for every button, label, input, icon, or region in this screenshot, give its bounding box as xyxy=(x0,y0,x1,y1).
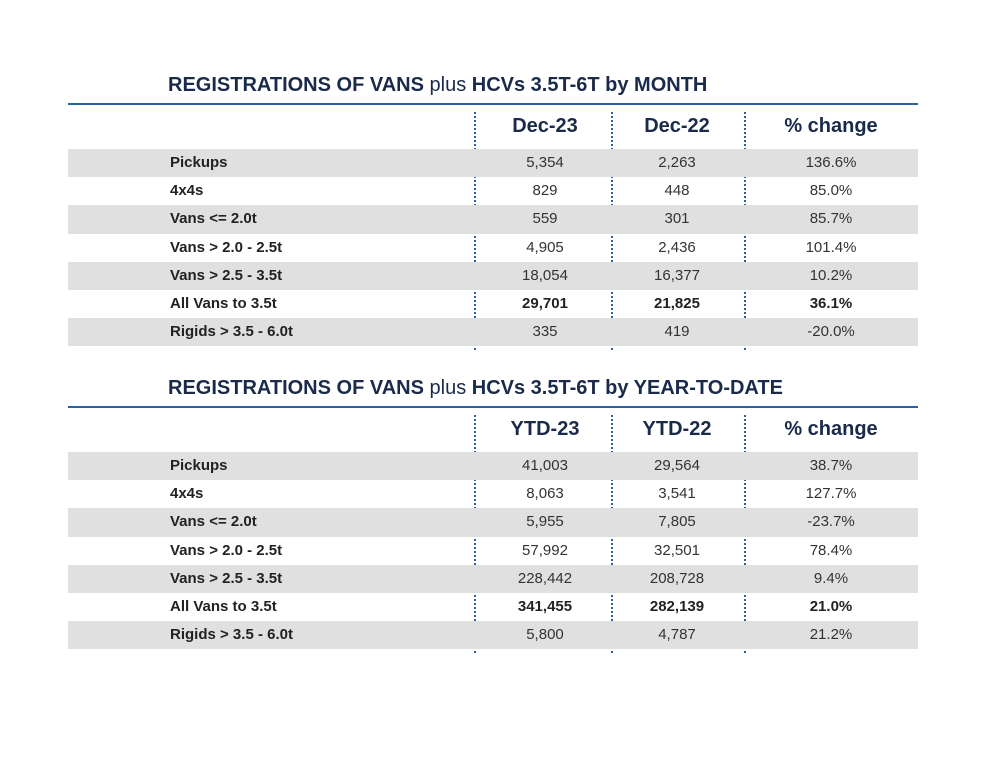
title-underline xyxy=(68,103,918,105)
row-label: 4x4s xyxy=(170,182,204,200)
table-row xyxy=(68,565,918,593)
table-row xyxy=(68,452,918,480)
value-previous: 7,805 xyxy=(658,513,696,531)
column-header-pct-change: % change xyxy=(784,418,878,440)
title-underline xyxy=(68,406,918,408)
value-pct-change: 9.4% xyxy=(813,569,849,587)
title-part1: REGISTRATIONS OF VANS xyxy=(168,377,424,399)
value-pct-change: 36.1% xyxy=(809,294,853,312)
value-previous: 16,377 xyxy=(654,266,700,284)
ytd-table-body xyxy=(68,452,918,649)
value-pct-change: 85.7% xyxy=(809,210,853,228)
value-current: 57,992 xyxy=(522,541,568,559)
value-previous: 419 xyxy=(664,323,690,341)
value-current: 8,063 xyxy=(526,485,564,503)
column-header-ytd-22: YTD-22 xyxy=(642,418,712,440)
value-pct-change: 127.7% xyxy=(805,485,857,503)
table-row xyxy=(68,621,918,649)
row-label: Rigids > 3.5 - 6.0t xyxy=(170,626,293,644)
row-label: Pickups xyxy=(170,457,228,474)
title-part1: REGISTRATIONS OF VANS xyxy=(168,74,424,96)
table-row xyxy=(68,480,918,508)
column-header-pct-change: % change xyxy=(784,115,878,137)
title-plus: plus xyxy=(429,74,467,96)
value-previous: 4,787 xyxy=(658,626,696,644)
value-previous: 282,139 xyxy=(649,597,705,615)
value-current: 559 xyxy=(532,210,558,228)
value-current: 29,701 xyxy=(522,294,568,312)
table-row xyxy=(68,508,918,536)
value-previous: 208,728 xyxy=(649,569,705,587)
value-current: 5,354 xyxy=(526,154,564,171)
row-label: Vans > 2.5 - 3.5t xyxy=(170,569,283,587)
value-previous: 2,263 xyxy=(658,154,696,171)
value-current: 41,003 xyxy=(522,457,568,474)
value-previous: 21,825 xyxy=(654,294,700,312)
value-pct-change: 38.7% xyxy=(809,457,853,474)
row-label: Vans <= 2.0t xyxy=(170,513,257,531)
value-previous: 448 xyxy=(664,182,690,200)
monthly-table-body xyxy=(68,149,918,346)
table-row xyxy=(68,149,918,177)
value-current: 5,955 xyxy=(526,513,564,531)
column-header-ytd-23: YTD-23 xyxy=(510,418,580,440)
ytd-table-title xyxy=(168,373,783,403)
value-pct-change: 101.4% xyxy=(805,238,857,256)
table-row xyxy=(68,262,918,290)
table-row-total xyxy=(68,593,918,621)
row-label: 4x4s xyxy=(170,485,204,503)
row-label: Vans > 2.0 - 2.5t xyxy=(170,238,283,256)
title-part2: HCVs 3.5T-6T by YEAR-TO-DATE xyxy=(471,377,783,399)
row-label: Vans <= 2.0t xyxy=(170,210,257,228)
value-previous: 3,541 xyxy=(658,485,696,503)
ytd-table-header xyxy=(68,412,918,446)
row-label: Vans > 2.0 - 2.5t xyxy=(170,541,283,559)
value-previous: 2,436 xyxy=(658,238,696,256)
value-pct-change: 10.2% xyxy=(809,266,853,284)
column-header-dec-22: Dec-22 xyxy=(644,115,710,137)
column-header-dec-23: Dec-23 xyxy=(512,115,578,137)
value-current: 228,442 xyxy=(517,569,573,587)
table-row xyxy=(68,205,918,233)
value-current: 341,455 xyxy=(517,597,573,615)
value-pct-change: 136.6% xyxy=(805,154,857,171)
value-pct-change: 78.4% xyxy=(809,541,853,559)
monthly-table-header xyxy=(68,109,918,143)
row-label: All Vans to 3.5t xyxy=(170,597,277,615)
value-current: 18,054 xyxy=(522,266,568,284)
title-part2: HCVs 3.5T-6T by MONTH xyxy=(471,74,708,96)
value-pct-change: -20.0% xyxy=(807,323,855,341)
value-previous: 32,501 xyxy=(654,541,700,559)
table-row xyxy=(68,318,918,346)
table-row xyxy=(68,177,918,205)
value-previous: 301 xyxy=(664,210,690,228)
value-current: 4,905 xyxy=(526,238,564,256)
row-label: Vans > 2.5 - 3.5t xyxy=(170,266,283,284)
monthly-table-title xyxy=(168,70,707,100)
value-pct-change: -23.7% xyxy=(807,513,855,531)
value-current: 5,800 xyxy=(526,626,564,644)
value-current: 829 xyxy=(532,182,558,200)
value-pct-change: 21.0% xyxy=(809,597,853,615)
value-previous: 29,564 xyxy=(654,457,700,474)
table-row xyxy=(68,537,918,565)
title-plus: plus xyxy=(429,377,467,399)
value-current: 335 xyxy=(532,323,558,341)
row-label: Rigids > 3.5 - 6.0t xyxy=(170,323,293,341)
table-row-total xyxy=(68,290,918,318)
value-pct-change: 21.2% xyxy=(809,626,853,644)
value-pct-change: 85.0% xyxy=(809,182,853,200)
table-row xyxy=(68,234,918,262)
row-label: All Vans to 3.5t xyxy=(170,294,277,312)
row-label: Pickups xyxy=(170,154,228,171)
